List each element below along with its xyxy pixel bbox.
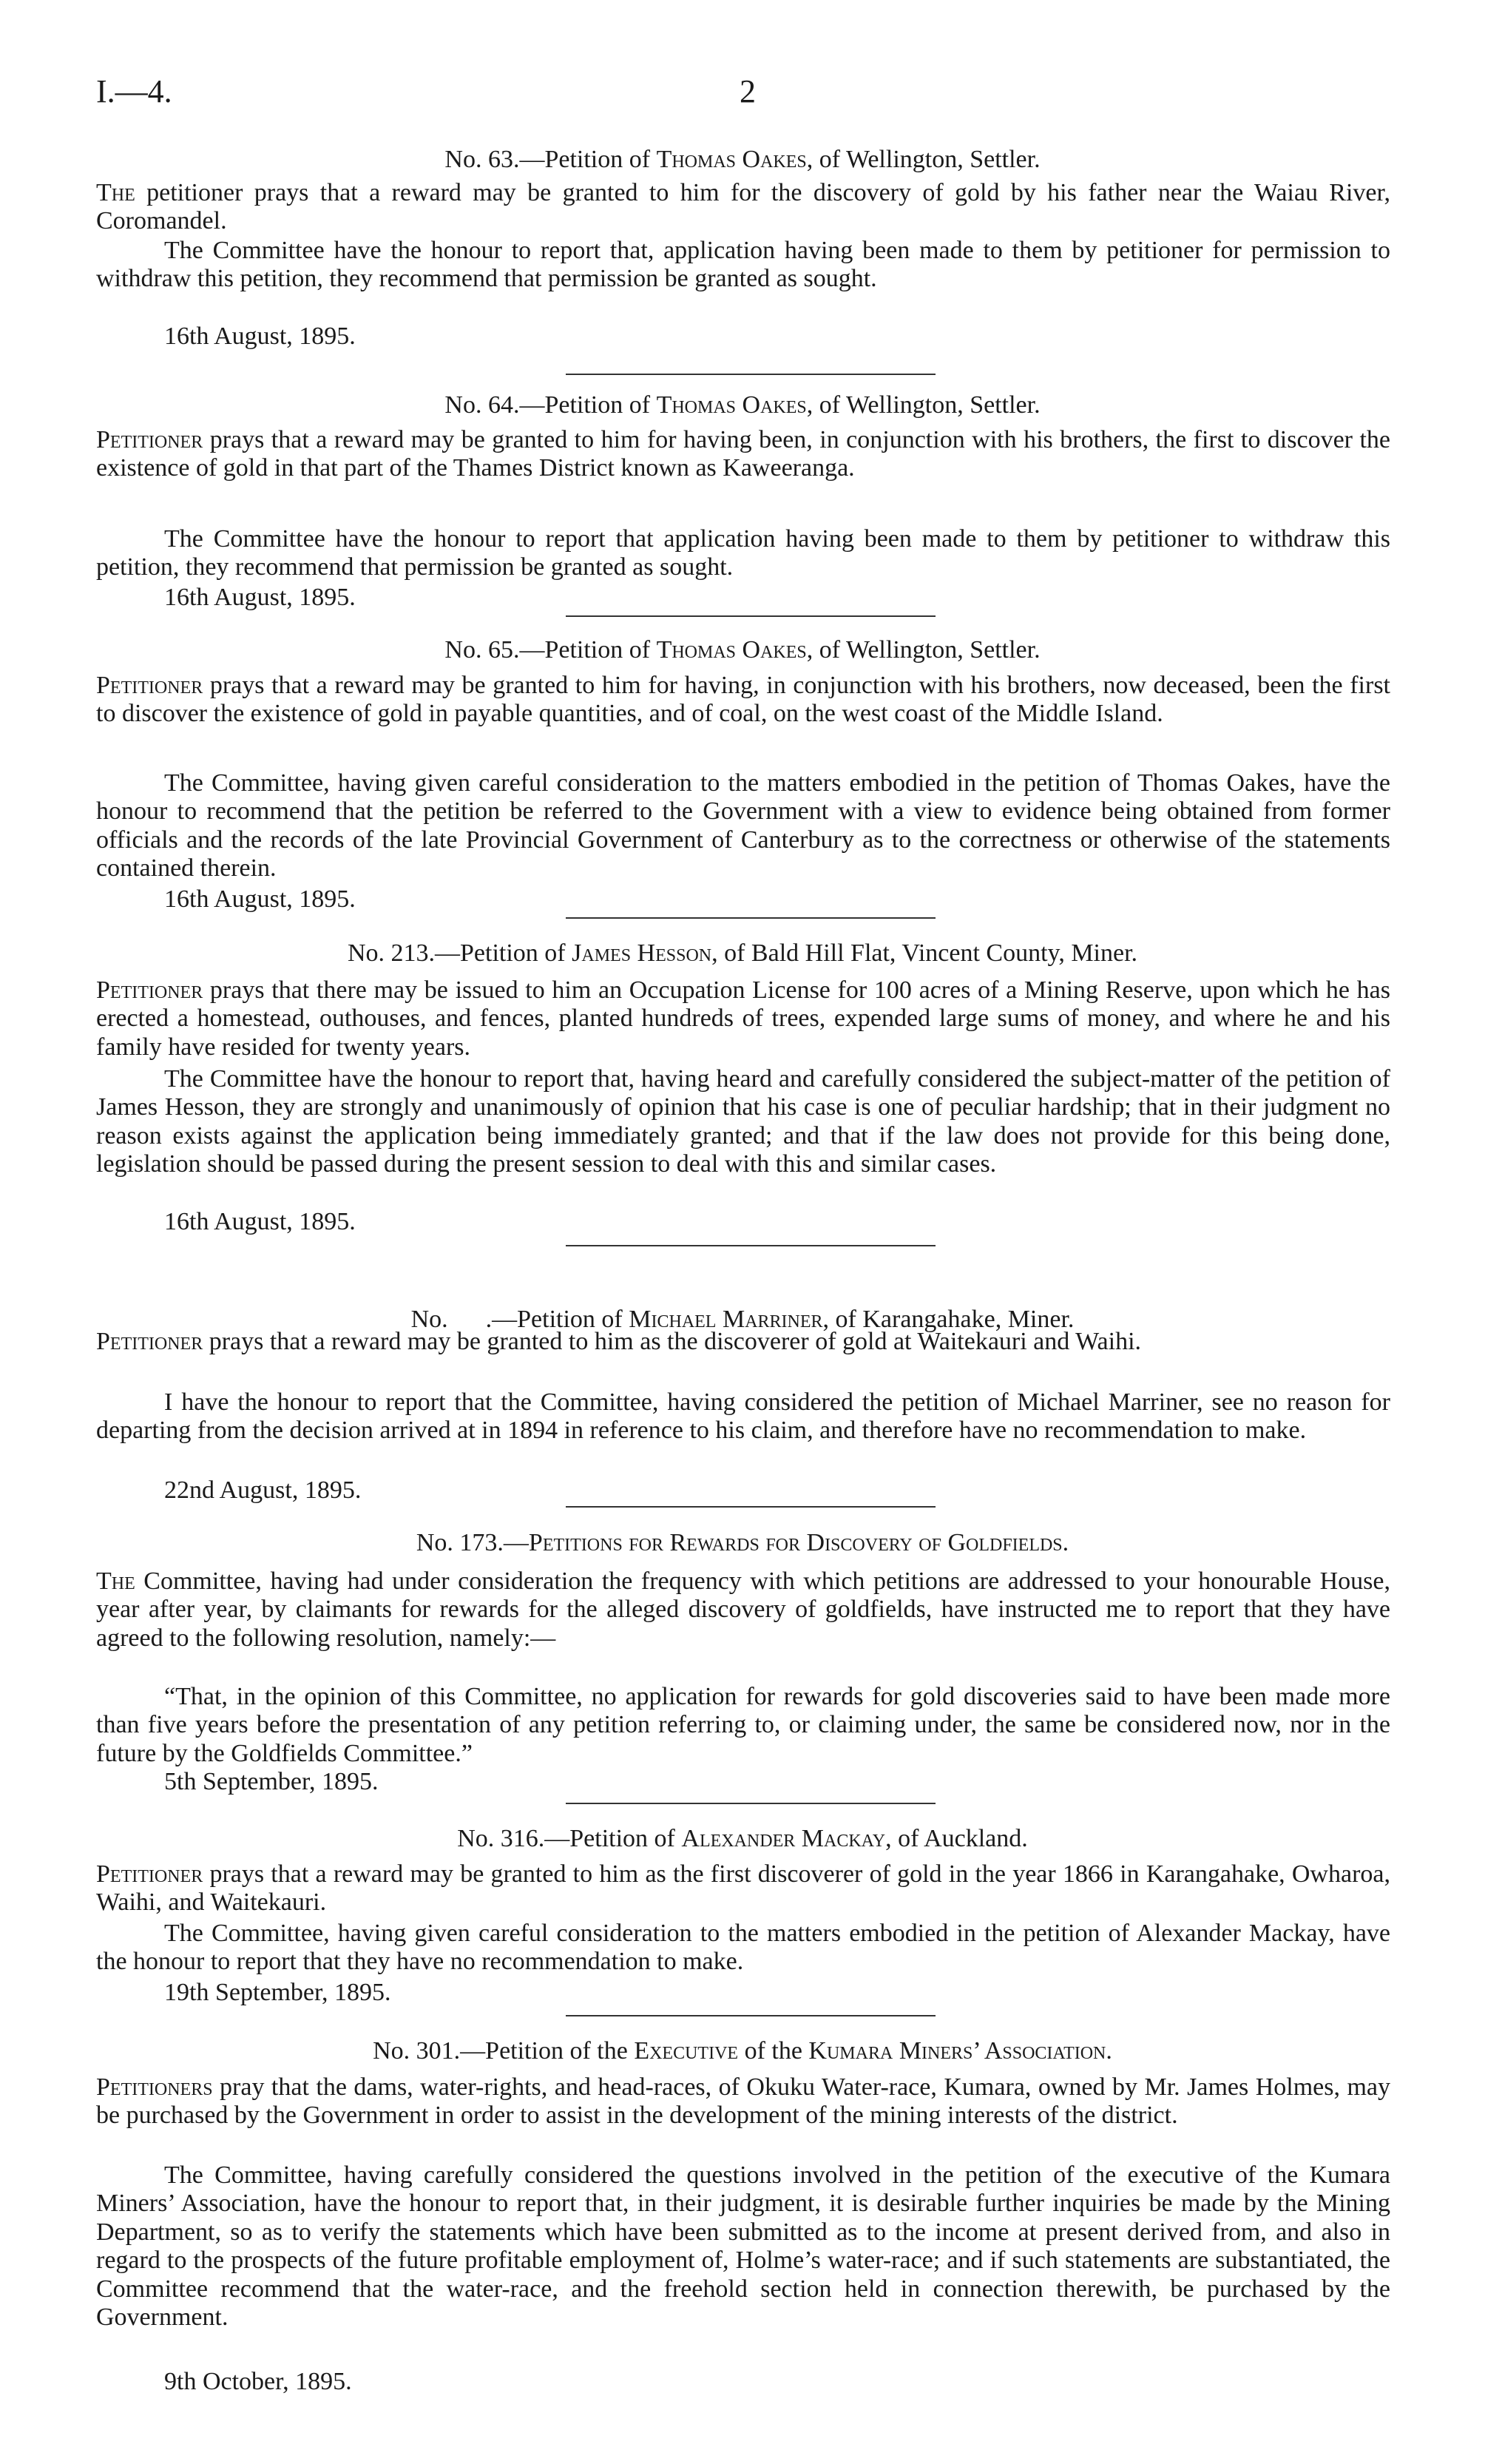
document-reference: I.—4. bbox=[96, 73, 172, 109]
committee-report: The Committee, having given careful consideration to the matters embodied in the petition of Thomas Oakes, have the honour to recommend that the petition be referred to the Government with a view to evidence being obtained from former officials and the records of the late Provincial Government of Canterbury as to the correctness or otherwise of the statements contained therein. bbox=[96, 769, 1390, 882]
petition-title: No. .—Petition of Michael Marriner, of Karangahake, Miner. bbox=[410, 1306, 1075, 1333]
petition-title: No. 63.—Petition of Thomas Oakes, of Wellington, Settler. bbox=[444, 146, 1041, 173]
petition-prayer: The petitioner prays that a reward may be granted to him for the discovery of gold by his father near the Waiau River, Coromandel. bbox=[96, 179, 1390, 235]
section-divider bbox=[566, 615, 936, 617]
petition-prayer: The Committee, having had under consideration the frequency with which petitions are addressed to your honourable House, year after year, by claimants for rewards for the alleged discovery of goldfields, have instructed me to report that they have agreed to the following resolution, namely:— bbox=[96, 1567, 1390, 1652]
report-date: 22nd August, 1895. bbox=[164, 1476, 362, 1504]
petition-64 bbox=[0, 390, 1485, 421]
committee-report: The Committee have the honour to report that, having heard and carefully considered the subject-matter of the petition of James Hesson, they are strongly and unanimously of opinion that his case is one of peculiar hardship; that in their judgment no reason exists against the application being immediately granted; and that if the law does not provide for this being done, legislation should be passed during the present session to deal with this and similar cases. bbox=[96, 1065, 1390, 1178]
petition-title: No. 65.—Petition of Thomas Oakes, of Wellington, Settler. bbox=[444, 636, 1041, 664]
committee-report: I have the honour to report that the Committee, having considered the petition of Michael Marriner, see no reason for departing from the decision arrived at in 1894 in reference to his claim, and therefore have no recommendation to make. bbox=[96, 1388, 1390, 1445]
section-divider bbox=[566, 1803, 936, 1804]
section-divider bbox=[566, 1245, 936, 1246]
petition-301 bbox=[0, 2036, 1485, 2067]
petition-316 bbox=[0, 1823, 1485, 1854]
report-date: 16th August, 1895. bbox=[164, 1208, 356, 1235]
petition-title: No. 316.—Petition of Alexander Mackay, of Auckland. bbox=[457, 1825, 1028, 1852]
petition-prayer: Petitioners pray that the dams, water-rights, and head-races, of Okuku Water-race, Kumara, owned by Mr. James Holmes, may be purchased by the Government in order to assist in the development of the mining interests of the district. bbox=[96, 2073, 1390, 2130]
report-date: 16th August, 1895. bbox=[164, 584, 356, 611]
petition-prayer: Petitioner prays that a reward may be granted to him as the discoverer of gold at Waitekauri and Waihi. bbox=[96, 1328, 1142, 1355]
petition-65 bbox=[0, 635, 1485, 666]
petition-prayer: Petitioner prays that a reward may be granted to him as the first discoverer of gold in the year 1866 in Karangahake, Owharoa, Waihi, and Waitekauri. bbox=[96, 1860, 1390, 1917]
petition-prayer: Petitioner prays that a reward may be granted to him for having been, in conjunction with his brothers, the first to discover the existence of gold in that part of the Thames District known as Kaweeranga. bbox=[96, 426, 1390, 482]
petition-213 bbox=[0, 938, 1485, 969]
petition-173 bbox=[0, 1528, 1485, 1559]
petition-title: No. 64.—Petition of Thomas Oakes, of Wellington, Settler. bbox=[444, 391, 1041, 419]
report-date: 16th August, 1895. bbox=[164, 885, 356, 913]
section-divider bbox=[566, 1506, 936, 1508]
petition-prayer: Petitioner prays that a reward may be granted to him for having, in conjunction with his brothers, now deceased, been the first to discover the existence of gold in payable quantities, and of coal, on the west coast of the Middle Island. bbox=[96, 672, 1390, 728]
resolution-quote: “That, in the opinion of this Committee, no application for rewards for gold discoveries said to have been made more than five years before the presentation of any petition referring to, or claiming under, the same be considered now, nor in the future by the Goldfields Committee.” bbox=[96, 1683, 1390, 1767]
petition-title: No. 173.—Petitions for Rewards for Discovery of Goldfields. bbox=[416, 1529, 1069, 1556]
petition-title: No. 301.—Petition of the Executive of the Kumara Miners’ Association. bbox=[373, 2037, 1112, 2065]
section-divider bbox=[566, 2015, 936, 2016]
petition-63 bbox=[0, 144, 1485, 175]
committee-report: The Committee, having carefully considered the questions involved in the petition of the executive of the Kumara Miners’ Association, have the honour to report that, in their judgment, it is desirable further inquiries be made by the Mining Department, so as to verify the statements which have been submitted as to the income at present derived from, and also in regard to the prospects of the future profitable employment of, Holme’s water-race; and if such statements are substantiated, the Committee recommend that the water-race, and the freehold section held in connection therewith, be purchased by the Government. bbox=[96, 2161, 1390, 2332]
section-divider bbox=[566, 917, 936, 919]
committee-report: The Committee have the honour to report that, application having been made to them by petitioner for permission to withdraw this petition, they recommend that permission be granted as sought. bbox=[96, 237, 1390, 293]
report-date: 19th September, 1895. bbox=[164, 1979, 391, 2006]
petition-title: No. 213.—Petition of James Hesson, of Bald Hill Flat, Vincent County, Miner. bbox=[347, 939, 1138, 967]
committee-report: The Committee have the honour to report that application having been made to them by petitioner to withdraw this petition, they recommend that permission be granted as sought. bbox=[96, 525, 1390, 581]
page-number: 2 bbox=[740, 73, 756, 109]
petition-prayer: Petitioner prays that there may be issued to him an Occupation License for 100 acres of a Mining Reserve, upon which he has erected a homestead, outhouses, and fences, planted hundreds of trees, expended large sums of money, and where he and his family have resided for twenty years. bbox=[96, 976, 1390, 1061]
report-date: 9th October, 1895. bbox=[164, 2368, 352, 2395]
report-date: 5th September, 1895. bbox=[164, 1768, 379, 1795]
report-date: 16th August, 1895. bbox=[164, 323, 356, 350]
section-divider bbox=[566, 374, 936, 375]
committee-report: The Committee, having given careful consideration to the matters embodied in the petition of Alexander Mackay, have the honour to report that they have no recommendation to make. bbox=[96, 1920, 1390, 1976]
